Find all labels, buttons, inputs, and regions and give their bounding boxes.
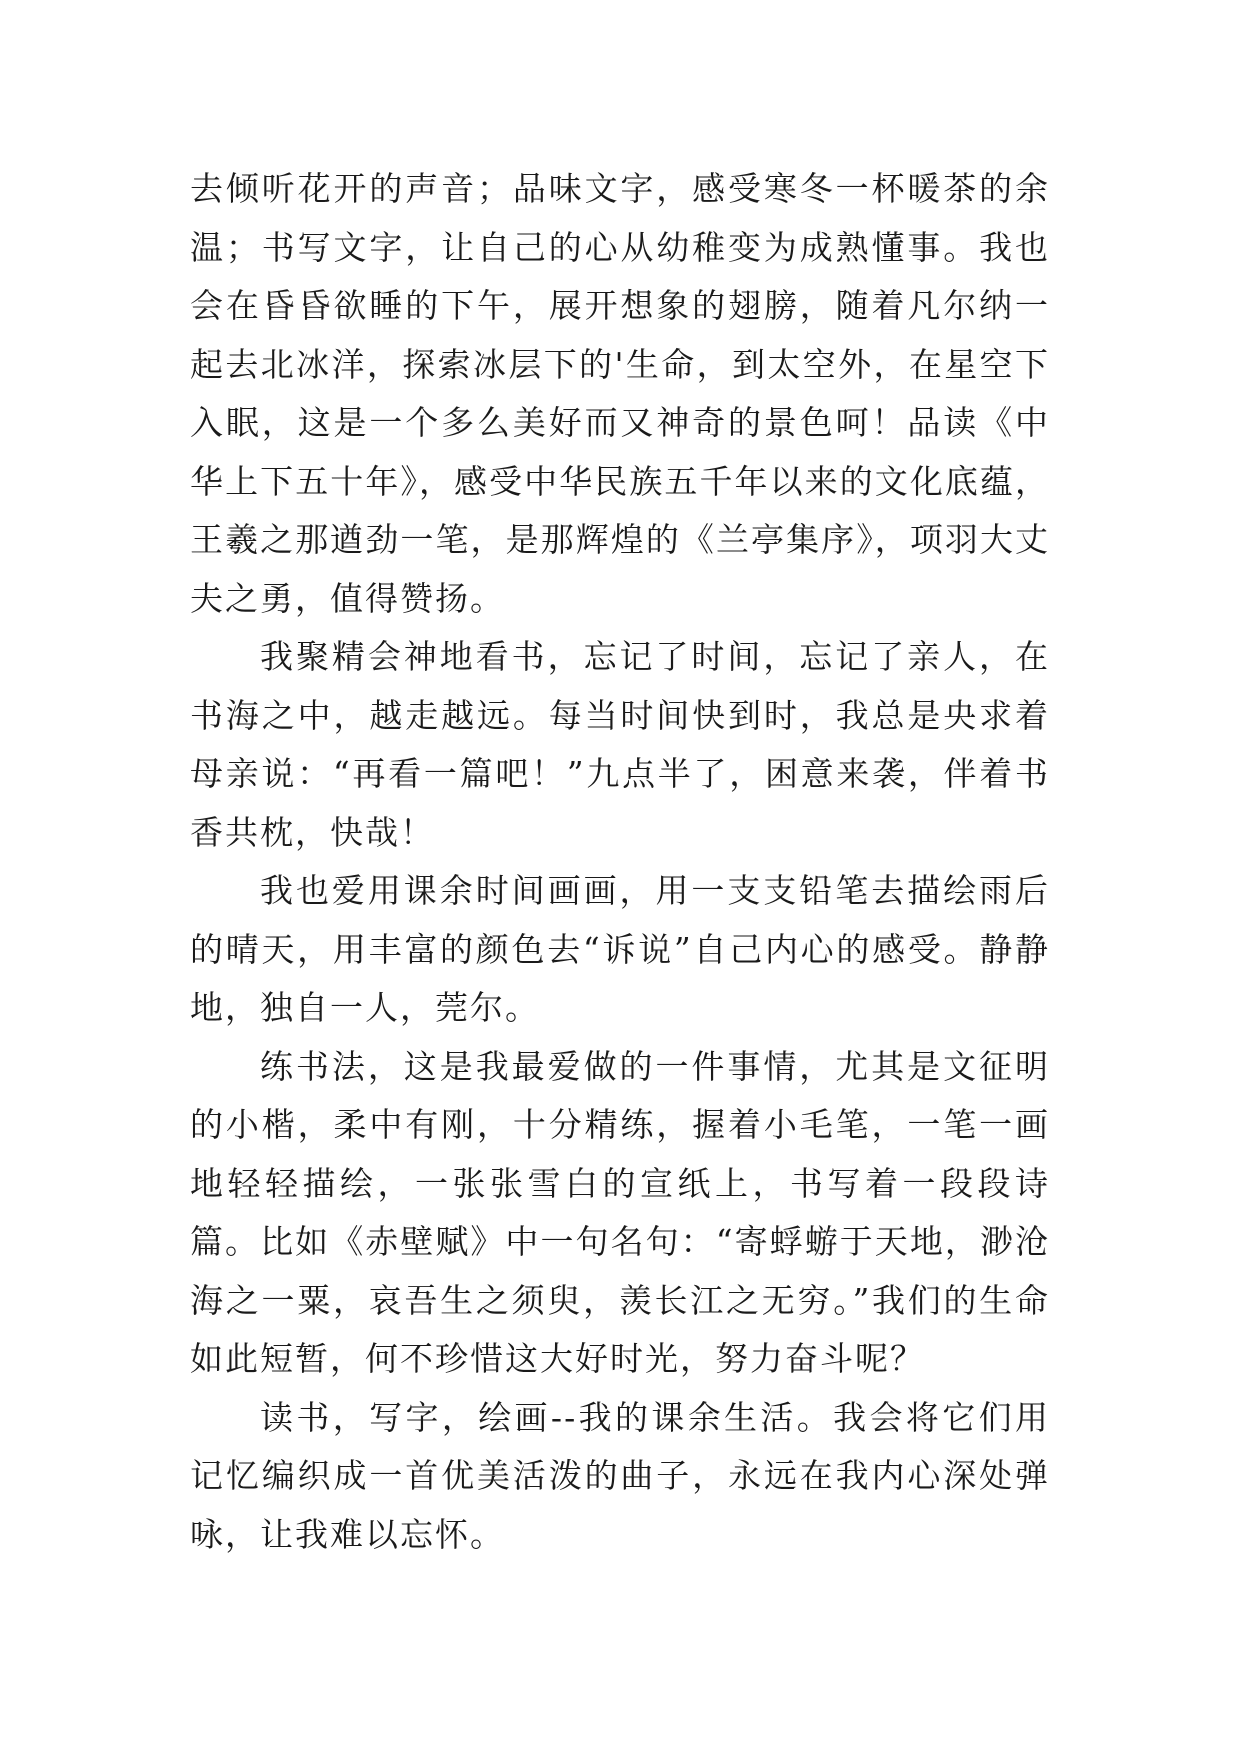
paragraph-5: 读书，写字，绘画--我的课余生活。我会将它们用记忆编织成一首优美活泼的曲子，永远在我内心深处弹咏，让我难以忘怀。 bbox=[190, 1397, 1050, 1554]
paragraph-1: 去倾听花开的声音；品味文字，感受寒冬一杯暖茶的余温；书写文字，让自己的心从幼稚变为成熟懂事。我也会在昏昏欲睡的下午，展开想象的翅膀，随着凡尔纳一起去北冰洋，探索冰层下的'生命，到太空外，在星空下入眠，这是一个多么美好而又神奇的景色呵！品读《中华上下五十年》，感受中华民族五千年以来的文化底蕴，王羲之那遒劲一笔，是那辉煌的《兰亭集序》，项羽大丈夫之勇，值得赞扬。 bbox=[190, 169, 1050, 618]
paragraph-2: 我聚精会神地看书，忘记了时间，忘记了亲人，在书海之中，越走越远。每当时间快到时，我总是央求着母亲说：“再看一篇吧！”九点半了，困意来袭，伴着书香共枕，快哉！ bbox=[190, 637, 1050, 852]
body-text bbox=[190, 160, 1050, 1564]
paragraph-4: 练书法，这是我最爱做的一件事情，尤其是文征明的小楷，柔中有刚，十分精练，握着小毛笔，一笔一画地轻轻描绘，一张张雪白的宣纸上，书写着一段段诗篇。比如《赤壁赋》中一句名句：“寄蜉蝣于天地，渺沧海之一粟，哀吾生之须臾，羡长江之无穷。”我们的生命如此短暂，何不珍惜这大好时光，努力奋斗呢？ bbox=[190, 1046, 1050, 1378]
paragraph-3: 我也爱用课余时间画画，用一支支铅笔去描绘雨后的晴天，用丰富的颜色去“诉说”自己内心的感受。静静地，独自一人，莞尔。 bbox=[190, 871, 1050, 1027]
